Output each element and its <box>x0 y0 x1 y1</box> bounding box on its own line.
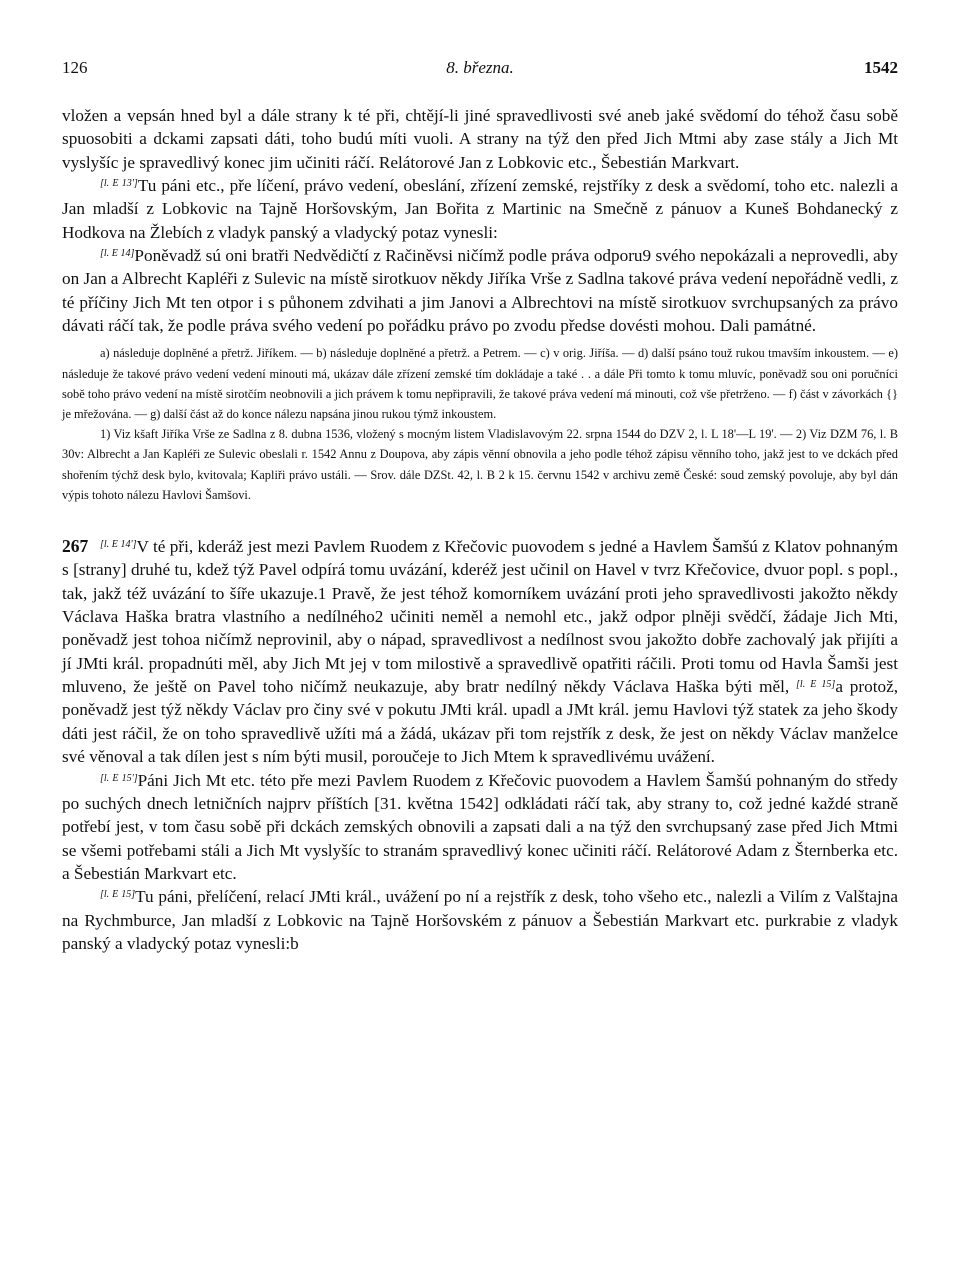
critical-apparatus: a) následuje doplněné a přetrž. Jiříkem. — b) následuje doplněné a přetrž. a Petrem. — c) v orig. Jiříša. — d) další psáno touž rukou tmavším inkoustem. — e) následuje že takové právo vedení vedení minouti má, ukázav dále zřízení zemské tím dokládaje a také . . a dále Při tomto k tomu mluvíc, poněvadž sou oni poručníci sobě toho právo vedení na místě sirotčím neobnovili a jich právem k tomu nepřipravili, že takové práva vedení má minouti, což vše přetrženo. — f) část v závorkách {} je mřežována. — g) další část až do konce nálezu napsána jinou rukou týmž inkoustem. <box>62 346 898 422</box>
folio-marker: [l. E 14] <box>100 248 135 260</box>
footnotes <box>62 343 898 505</box>
paragraph <box>62 244 898 337</box>
page <box>62 58 898 955</box>
entry-267 <box>62 535 898 955</box>
paragraph-text: V té při, kderáž jest mezi Pavlem Ruodem z Křečovic puovodem s jedné a Havlem Šamšú z Klatov pohnaným s [strany] druhé tu, kdež týž Pavel odpírá tomu uvázání, kderéž jest učinil on Havel v tvrz Křečovice, dvuor popl. s popl., tak, jakž též uvázání to šíře ukazuje.1 Pravě, že jest téhož komorníkem uvázání proti jeho spravedlivosti jakožto někdy Václava Haška bratra vlastního a nedílného2 učiniti neměl a nemohl etc., jakž odpor plněji svědčí, žádaje Jich Mti, poněvadž jest tohoa ničímž neprovinil, aby o nápad, spravedlivost a nedílnost svou jakožto dobře zachovalý jak přijíti a jí JMti král. propadnúti měl, aby Jich Mt jej v tom milostivě a spravedlivě opatřiti ráčili. Proti tomu od Havla Šamši jest mluveno, že ještě on Pavel toho ničímž neukazuje, aby bratr nedílný někdy Václava Haška býti měl, <box>62 537 899 697</box>
paragraph-text: vložen a vepsán hned byl a dále strany k té při, chtějí-li jiné spravedlivosti své aneb jaké svědomí do téhož času sobě spuosobiti a dckami zapsati dáti, toho budú míti vuoli. A strany na týž den před Jich Mtmi aby zase stály a Jich Mt vyslyšíc je spravedlivý konec jim učiniti ráčí. Relátorové Jan z Lobkovic etc., Šebestián Markvart. <box>62 106 898 172</box>
running-header <box>62 58 898 84</box>
paragraph <box>62 174 898 244</box>
folio-marker: [l. E 15] <box>100 889 136 901</box>
body-text <box>62 104 898 955</box>
entry-number: 267 <box>62 536 89 557</box>
paragraph-text: Páni Jich Mt etc. této pře mezi Pavlem Ruodem z Křečovic puovodem a Havlem Šamšú pohnaným do středy po suchých dnech letničních najprv příštích [31. května 1542] odkládati ráčí tak, aby strany to, což jedné každé straně potřebí jest, v tom času sobě při dckách zemských obnovili a zapsati dali a na týž den svrchupsaný zase před Jich Mtmi se všemi potřebami stáli a Jich Mt vyslyšíc to stranám spravedlivý konec učiniti ráčí. Relátorové Adam z Šternberka etc. a Šebestián Markvart etc. <box>62 770 898 883</box>
paragraph <box>62 104 898 174</box>
paragraph-text: Tu páni, přelíčení, relací JMti král., uvážení po ní a rejstřík z desk, toho všeho etc., nalezli a Vilím z Valštajna na Rychmburce, Jan mladší z Lobkovic na Tajně Horšovském z pánuov a Šebestián Markvart etc. purkrabie z vladyk panský a vladycký potaz vynesli:b <box>62 887 898 953</box>
header-title: 8. března. <box>446 58 514 77</box>
paragraph <box>62 535 898 768</box>
paragraph <box>62 769 898 886</box>
paragraph <box>62 885 898 955</box>
folio-marker: [l. E 15'] <box>100 772 138 784</box>
folio-marker: [l. E 14'] <box>100 539 137 551</box>
paragraph-text: a protož, poněvadž jest týž někdy Václav pro činy své v pokutu JMti král. upadl a JMt král. jemu Havlovi týž statek za jeho škody dáti jest ráčil, že on toho spravedlivě užíti má a žádá, ukázav při tom rejstřík z desk, že jest on někdy Václav manželce své věnoval a tak dílen jest s ním býti musil, poroučeje to Jich Mtem k spravedlivému uvážení. <box>62 677 898 767</box>
page-number: 126 <box>62 58 88 77</box>
paragraph-text: Poněvadž sú oni bratři Nedvědičtí z Račiněvsi ničímž podle práva odporu9 svého nepokázali a neprovedli, aby on Jan a Albrecht Kapléři z Sulevic na místě sirotkuov někdy Jiříka Vrše z Sadlna takové práva vedení nepořádně vedli, z té příčiny Jich Mt ten otpor i s půhonem zdvihati a jim Janovi a Albrechtovi na místě sirotkuov svrchupsaných za právo dávati ráčí tak, že podle práva svého vedení po pořádku právo po zvodu předse dovésti mohou. Dali památné. <box>62 246 898 336</box>
header-year: 1542 <box>864 58 898 77</box>
folio-marker: [l. E 15] <box>796 679 836 691</box>
folio-marker: [l. E 13'] <box>100 178 138 190</box>
paragraph-text: Tu páni etc., pře líčení, právo vedení, obeslání, zřízení zemské, rejstříky z desk a svědomí, toho etc. nalezli a Jan mladší z Lobkovic na Tajně Horšovským, Jan Bořita z Martinic na Smečně z pánuov a Kuneš Bohdanecký z Hodkova na Žlebích z vladyk panský a vladycký potaz vynesli: <box>62 176 899 242</box>
explanatory-notes: 1) Viz kšaft Jiříka Vrše ze Sadlna z 8. dubna 1536, vložený s mocným listem Vladislavovým 22. srpna 1544 do DZV 2, l. L 18'—L 19'. — 2) Viz DZM 76, l. B 30v: Albrecht a Jan Kapléři ze Sulevic obeslali r. 1542 Annu z Doupova, aby zápis věnní obnovila a jeho podle téhož zápisu věnního toho, jakž jest to ve dckách před shořením týchž desk bylo, kvitovala; Kapliři právo ustáli. — Srov. dále DZSt. 42, l. B 2 k 15. červnu 1542 v archivu země České: soud zemský povoluje, aby byl dán výpis tohoto nálezu Havlovi Šamšovi. <box>62 427 898 502</box>
